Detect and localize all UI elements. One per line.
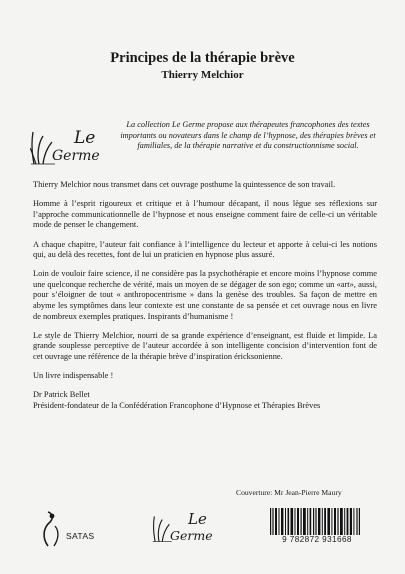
logo-text-le: Le: [74, 128, 96, 148]
le-germe-logo-bottom: [152, 512, 232, 552]
satas-logo-icon: [40, 510, 64, 548]
paragraph: Loin de vouloir faire science, il ne considère pas la psychothérapie et encore moins l’hypnose comme une quelconque recherche de vérité, mais un moyen de se dégager de son ego; comme un «art», aussi, pour s’éloigner de tout « anthropocentrisme » dans la genèse des troubles. Sa façon de mettre en abyme les symptômes dans leur contexte est une constante de sa pensée et cet ouvrage nous en livre de nombreux exemples pratiques. Inspirants d’humanisme !: [33, 269, 377, 321]
signature: [33, 390, 377, 411]
book-title: Principes de la thérapie brève: [110, 50, 295, 66]
logo-text-germe: Germe: [52, 148, 100, 164]
publisher-name: SATAS: [66, 531, 95, 541]
paragraph: Thierry Melchior nous transmet dans cet ouvrage posthume la quintessence de son travail.: [33, 180, 336, 189]
le-germe-logo: [30, 128, 110, 168]
collection-description: La collection Le Germe propose aux thérapeutes francophones des textes importants ou novateurs dans le champ de l’hypnose, des thérapies brèves et familiales, de la thérapie narrative et du constructionnisme social.: [120, 120, 376, 151]
logo-text-le: Le: [188, 510, 207, 528]
barcode-icon: [264, 506, 369, 554]
signature-name: Dr Patrick Bellet: [33, 390, 90, 400]
logo-text-germe: Germe: [170, 528, 213, 543]
paragraph: Un livre indispensable !: [33, 371, 114, 381]
book-author: Thierry Melchior: [161, 69, 244, 81]
paragraph: Le style de Thierry Melchior, nourri de sa grande expérience d’enseignant, est fluide et limpide. La grande souplesse perceptive de l’auteur accordée à son intelligente concision d’intervention font de cet ouvrage une référence de la thérapie brève d’inspiration éricksonienne.: [33, 330, 377, 361]
back-cover-text: [33, 180, 377, 411]
paragraph: A chaque chapitre, l’auteur fait confiance à l’intelligence du lecteur et apporte à celui-ci les notions qui, au delà des recettes, font de lui un praticien en hypnose plus assuré.: [33, 239, 377, 260]
cover-credit: Couverture: Mr Jean-Pierre Maury: [236, 488, 342, 497]
signature-title: Président-fondateur de la Confédération Francophone d’Hypnose et Thérapies Brèves: [33, 400, 321, 410]
paragraph: Homme à l’esprit rigoureux et critique et à l’humour décapant, il nous lègue ses réflexions sur l’approche communicationnelle de l’hypnose et nous enseigne comment faire de celle-ci un véritable mode de penser le changement.: [33, 199, 377, 230]
isbn-number: 9 782872 931668: [262, 535, 372, 544]
